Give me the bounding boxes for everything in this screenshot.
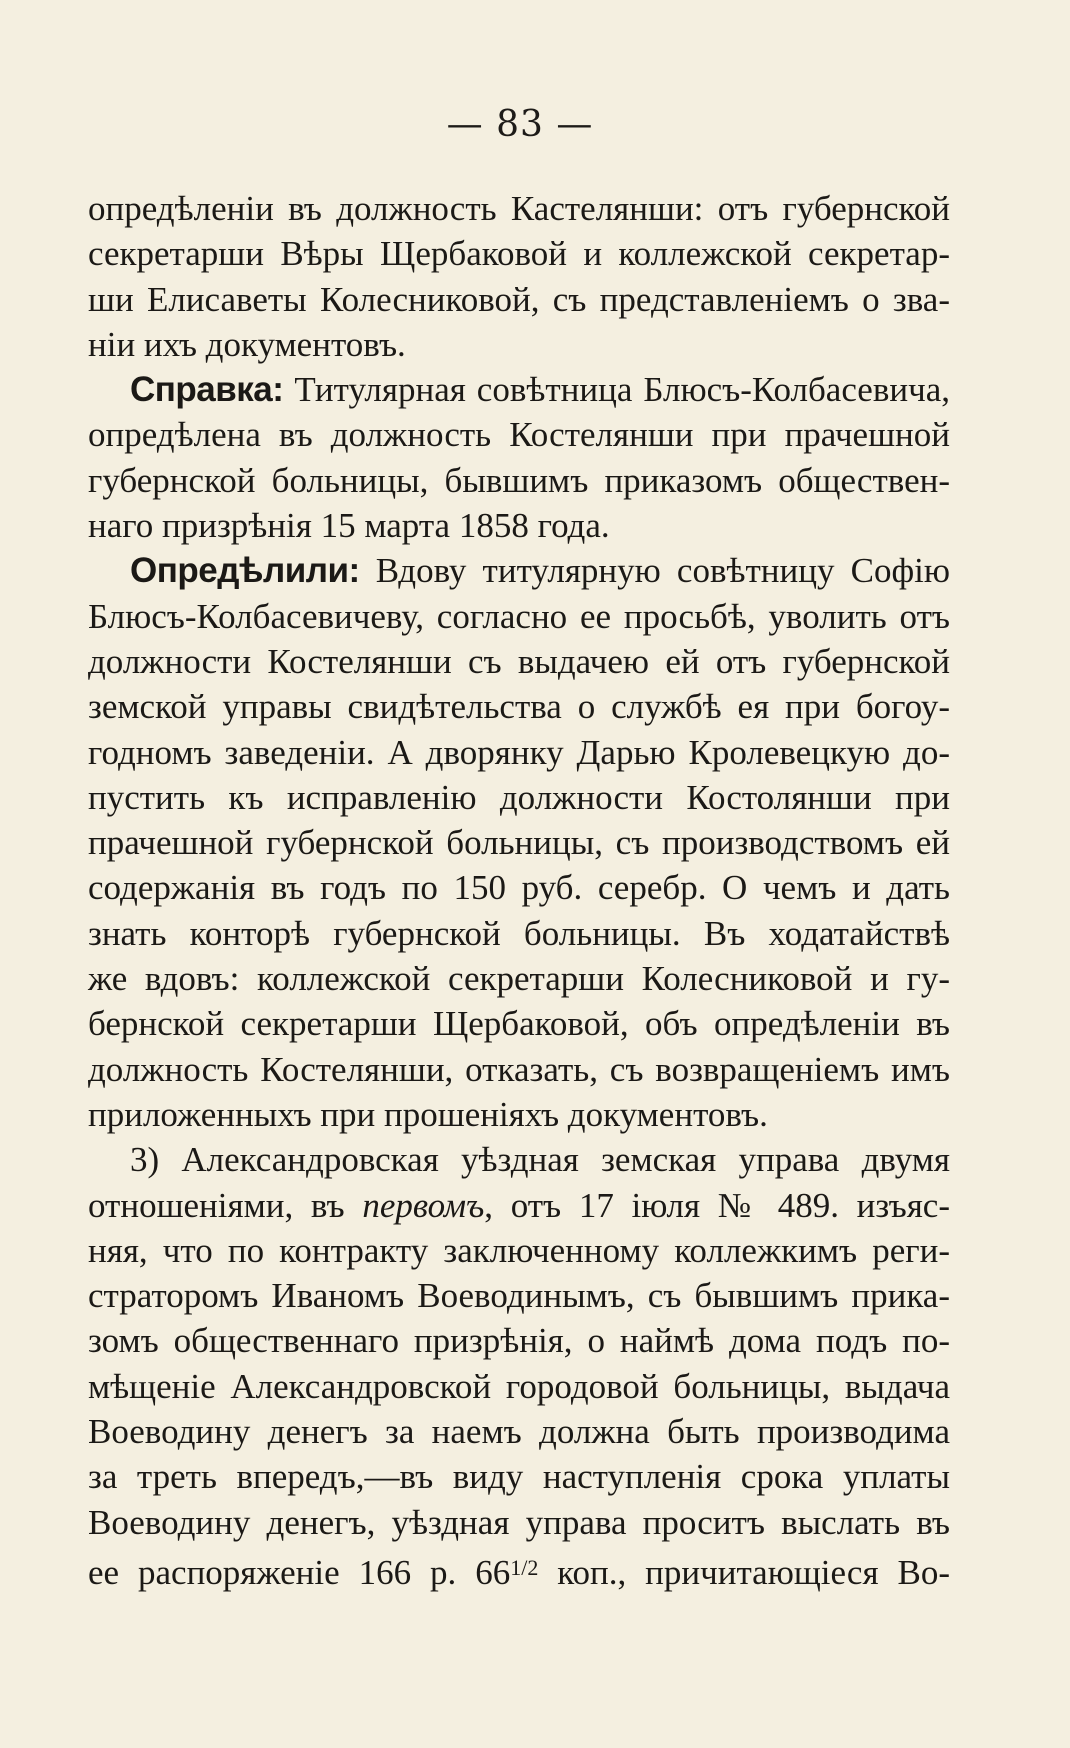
text-line: ніи ихъ документовъ. xyxy=(88,324,406,364)
text-line: отношеніями, въ первомъ, отъ 17 іюля № 489. изъяс- xyxy=(88,1185,950,1225)
text-line: знать конторѣ губернской больницы. Въ ходатайствѣ xyxy=(88,913,950,953)
text-line: наго призрѣнія 15 марта 1858 года. xyxy=(88,506,610,546)
paragraph-spravka: Справка: Титулярная совѣтница Блюсъ-Колбасевича, xyxy=(130,370,950,410)
text-line: же вдовъ: коллежской секретарши Колесниковой и гу- xyxy=(88,959,950,999)
text-line: зомъ общественнаго призрѣнія, о наймѣ дома подъ по- xyxy=(88,1321,950,1361)
spravka-label: Справка: xyxy=(130,370,284,410)
text-line: Воеводину денегъ, уѣздная управа проситъ выслать въ xyxy=(88,1502,950,1542)
text-line: Воеводину денегъ за наемъ должна быть производима xyxy=(88,1412,950,1452)
text-line: страторомъ Иваномъ Воеводинымъ, съ бывшимъ прика- xyxy=(88,1276,950,1316)
text-line: пустить къ исправленію должности Костолянши при xyxy=(88,777,950,817)
page-number: — 83 — xyxy=(446,104,594,145)
text-line: приложенныхъ при прошеніяхъ документовъ. xyxy=(88,1094,768,1134)
text-line: бернской секретарши Щербаковой, объ опредѣленіи въ xyxy=(88,1004,950,1044)
fraction: 1/2 xyxy=(510,1554,539,1580)
text-line: должность Костелянши, отказать, съ возвращеніемъ имъ xyxy=(88,1049,950,1089)
paragraph-opredelili: Опредѣлили: Вдову титулярную совѣтницу Софію xyxy=(130,551,950,591)
opredelili-label: Опредѣлили: xyxy=(130,551,360,591)
text-line: опредѣленіи въ должность Кастелянши: отъ губернской xyxy=(88,189,950,228)
text-line: должности Костелянши съ выдачею ей отъ губернской xyxy=(88,641,950,681)
text-line: ши Елисаветы Колесниковой, съ представленіемъ о зва- xyxy=(88,279,950,319)
text-line: губернской больницы, бывшимъ приказомъ обществен- xyxy=(88,460,950,500)
text-line: Блюсъ-Колбасевичеву, согласно ее просьбѣ, уволить отъ xyxy=(88,596,950,636)
text-line: ее распоряженіе 166 р. $66^{1/2}$ коп., причитающіеся Во- xyxy=(88,1552,950,1592)
text-line: мѣщеніе Александровской городовой больницы, выдача xyxy=(88,1366,950,1406)
text-line: за треть впередъ,—въ виду наступленія срока уплаты xyxy=(88,1457,950,1497)
text-line: няя, что по контракту заключенному коллежкимъ реги- xyxy=(88,1230,950,1270)
body-text xyxy=(88,186,950,1590)
text-line: прачешной губернской больницы, съ производствомъ ей xyxy=(88,823,950,863)
text-line: секретарши Вѣры Щербаковой и коллежской секретар- xyxy=(88,234,950,274)
text-line: земской управы свидѣтельства о службѣ ея при богоу- xyxy=(88,687,950,727)
text-line: опредѣлена въ должность Костелянши при прачешной xyxy=(88,415,950,455)
text-line: годномъ заведеніи. А дворянку Дарью Кролевецкую до- xyxy=(88,732,950,772)
text-line: содержанія въ годъ по 150 руб. серебр. О чемъ и дать xyxy=(88,868,950,908)
paragraph-item-3: 3) Александровская уѣздная земская управа двумя xyxy=(130,1140,950,1180)
italic-word: первомъ xyxy=(362,1185,485,1225)
